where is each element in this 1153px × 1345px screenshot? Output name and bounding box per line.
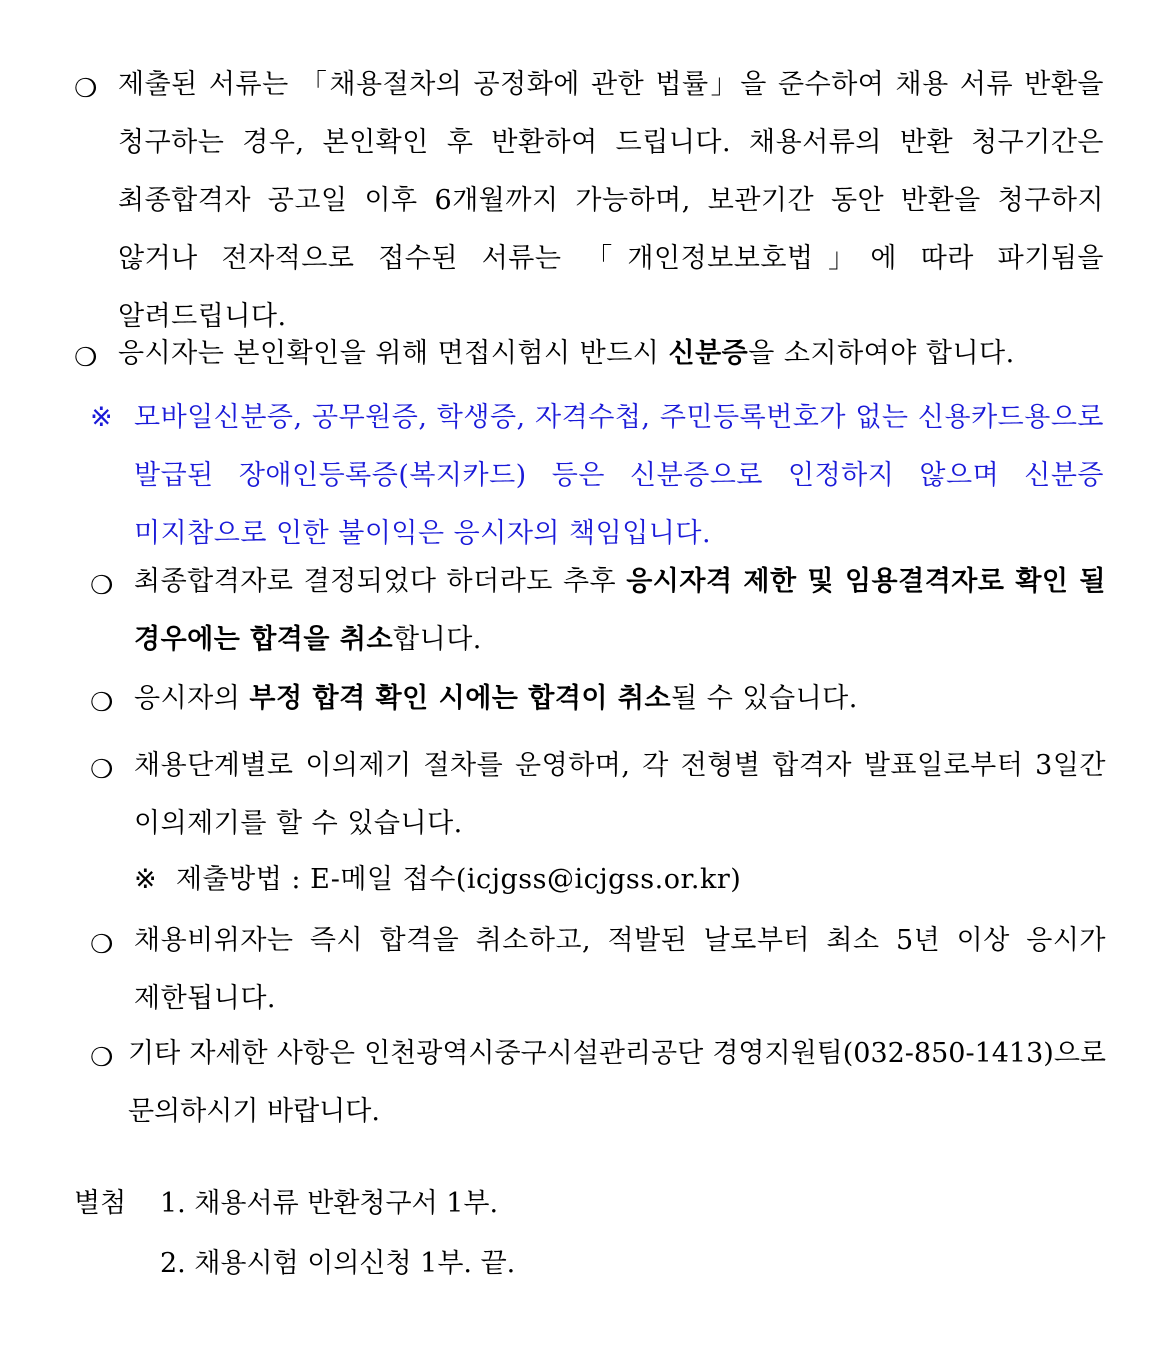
text-run: 채용단계별로 이의제기 절차를 운영하며, 각 전형별 합격자 발표일로부터 3일간 이의제기를 할 수 있습니다. [134,750,1106,839]
emphasized-text: 응시자격 제한 및 임용결격자로 확인 될 경우에는 합격을 취소 [134,566,1106,655]
attachment-item: 1. 채용서류 반환청구서 1부. [160,1188,499,1219]
emphasized-text: 신분증 [668,338,749,369]
circle-bullet-icon: ❍ [90,1043,114,1073]
notice-text [134,737,1106,853]
circle-bullet-icon: ❍ [74,343,98,373]
notice-text [134,912,1106,1028]
circle-bullet-icon: ❍ [90,930,114,960]
circle-bullet-icon: ❍ [90,571,114,601]
attachment-item: 2. 채용시험 이의신청 1부. 끝. [160,1248,516,1279]
note-text [134,389,1104,563]
notice-text [118,56,1104,346]
attachments-label: 별첨 [74,1188,127,1219]
text-run: 합니다. [393,624,482,655]
text-run: 모바일신분증, 공무원증, 학생증, 자격수첩, 주민등록번호가 없는 신용카드용으로 발급된 장애인등록증(복지카드) 등은 신분증으로 인정하지 않으며 신분증 미지참으로 인한 불이익은 응시자의 책임입니다. [134,402,1104,549]
notice-text [128,1025,1106,1141]
emphasized-text: 부정 합격 확인 시에는 합격이 취소 [249,683,672,714]
circle-bullet-icon: ❍ [90,755,114,785]
text-run: 채용비위자는 즉시 합격을 취소하고, 적발된 날로부터 최소 5년 이상 응시가 제한됩니다. [134,925,1106,1014]
text-run: 응시자는 본인확인을 위해 면접시험시 반드시 [118,338,669,369]
reference-mark-icon: ※ [90,402,113,433]
text-run: 기타 자세한 사항은 인천광역시중구시설관리공단 경영지원팀(032-850-1413)으로 문의하시기 바랍니다. [128,1038,1106,1127]
text-run: 최종합격자로 결정되었다 하더라도 추후 [134,566,627,597]
notice-text [134,553,1106,669]
note-text [176,851,1076,909]
text-run: 을 소지하여야 합니다. [748,338,1015,369]
text-run: 제출방법 : E-메일 접수(icjgss@icjgss.or.kr) [176,864,742,895]
reference-mark-icon: ※ [134,864,157,895]
circle-bullet-icon: ❍ [74,74,98,104]
text-run: 응시자의 [134,683,250,714]
text-run: 될 수 있습니다. [671,683,858,714]
notice-text [118,325,1108,383]
circle-bullet-icon: ❍ [90,688,114,718]
notice-text [134,670,1106,728]
text-run: 제출된 서류는 「채용절차의 공정화에 관한 법률」을 준수하여 채용 서류 반환을 청구하는 경우, 본인확인 후 반환하여 드립니다. 채용서류의 반환 청구기간은 최종합격자 공고일 이후 6개월까지 가능하며, 보관기간 동안 반환을 청구하지 않거나 전자적으로 접수된 서류는 「개인정보보호법」에 따라 파기됨을 알려드립니다. [118,69,1104,332]
